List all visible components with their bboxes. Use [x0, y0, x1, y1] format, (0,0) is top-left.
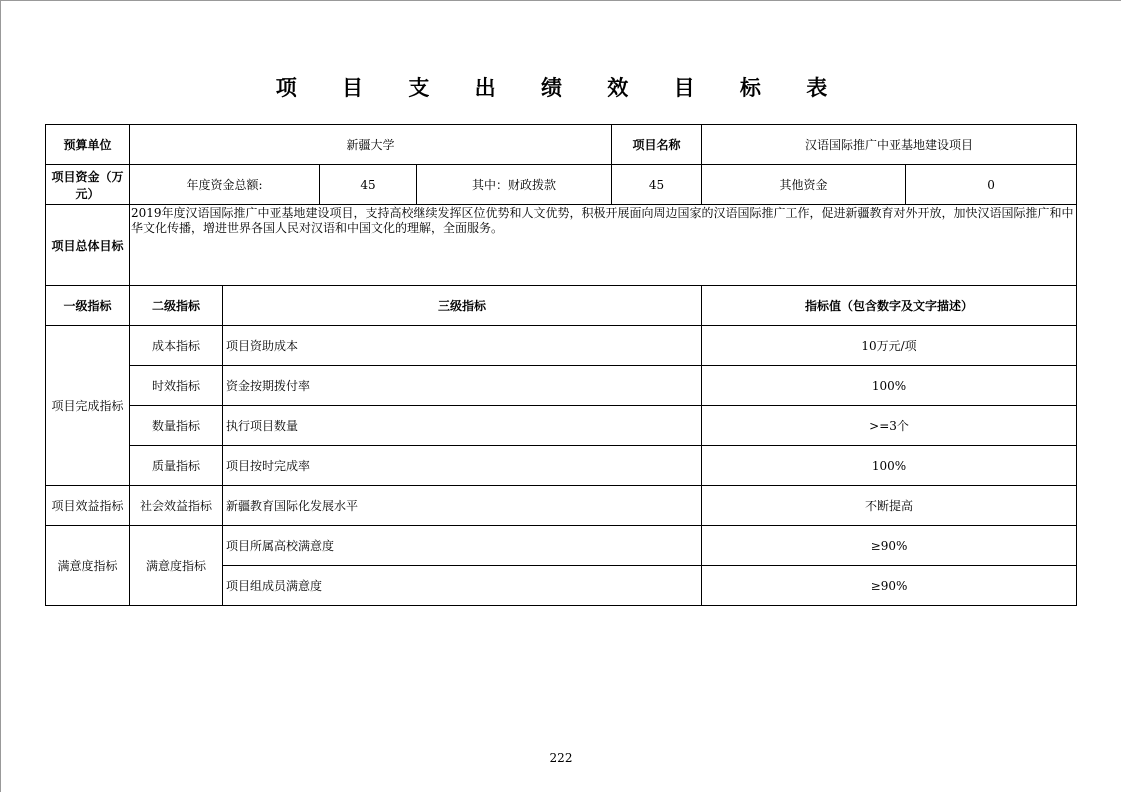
- funds-label: 项目资金（万元）: [46, 165, 130, 205]
- level1-cell: 项目完成指标: [46, 326, 130, 486]
- project-name-label: 项目名称: [612, 125, 702, 165]
- table-row: [46, 406, 1077, 446]
- value-cell: 不断提高: [702, 486, 1077, 526]
- funds-total-value: 45: [320, 165, 417, 205]
- page-title: 项 目 支 出 绩 效 目 标 表: [275, 76, 847, 100]
- budget-unit-label: 预算单位: [46, 125, 130, 165]
- funds-other-label: 其他资金: [702, 165, 906, 205]
- funds-fiscal-label: 其中：财政拨款: [417, 165, 612, 205]
- table-row: [46, 366, 1077, 406]
- value-cell: 100%: [702, 446, 1077, 486]
- funds-row: [46, 165, 1077, 205]
- goal-label: 项目总体目标: [46, 205, 130, 286]
- col-level2-header: 二级指标: [130, 286, 223, 326]
- funds-total-label: 年度资金总额:: [130, 165, 320, 205]
- col-value-header: 指标值（包含数字及文字描述）: [702, 286, 1077, 326]
- level2-cell: 满意度指标: [130, 526, 223, 606]
- performance-table: [45, 124, 1077, 606]
- level3-cell: 项目资助成本: [223, 326, 702, 366]
- col-level1-header: 一级指标: [46, 286, 130, 326]
- goal-row: [46, 205, 1077, 286]
- level1-cell: 满意度指标: [46, 526, 130, 606]
- level3-cell: 执行项目数量: [223, 406, 702, 446]
- value-cell: >=3个: [702, 406, 1077, 446]
- funds-fiscal-value: 45: [612, 165, 702, 205]
- page-number: 222: [549, 751, 573, 765]
- level2-cell: 成本指标: [130, 326, 223, 366]
- funds-other-value: 0: [906, 165, 1077, 205]
- goal-text: 2019年度汉语国际推广中亚基地建设项目，支持高校继续发挥区位优势和人文优势，积极开展面向周边国家的汉语国际推广工作，促进新疆教育对外开放，加快汉语国际推广和中华文化传播，增进世界各国人民对汉语和中国文化的理解，全面服务。: [130, 205, 1077, 286]
- budget-unit-value: 新疆大学: [130, 125, 612, 165]
- level2-cell: 时效指标: [130, 366, 223, 406]
- value-cell: ≥90%: [702, 526, 1077, 566]
- project-name-value: 汉语国际推广中亚基地建设项目: [702, 125, 1077, 165]
- table-row: [46, 326, 1077, 366]
- value-cell: 10万元/项: [702, 326, 1077, 366]
- level3-cell: 项目所属高校满意度: [223, 526, 702, 566]
- level3-cell: 资金按期拨付率: [223, 366, 702, 406]
- col-level3-header: 三级指标: [223, 286, 702, 326]
- table-row: [46, 446, 1077, 486]
- table-row: [46, 486, 1077, 526]
- level2-cell: 质量指标: [130, 446, 223, 486]
- level2-cell: 数量指标: [130, 406, 223, 446]
- table-row: [46, 526, 1077, 566]
- level3-cell: 新疆教育国际化发展水平: [223, 486, 702, 526]
- level2-cell: 社会效益指标: [130, 486, 223, 526]
- column-header-row: [46, 286, 1077, 326]
- value-cell: ≥90%: [702, 566, 1077, 606]
- level3-cell: 项目按时完成率: [223, 446, 702, 486]
- header-row: [46, 125, 1077, 165]
- level3-cell: 项目组成员满意度: [223, 566, 702, 606]
- value-cell: 100%: [702, 366, 1077, 406]
- level1-cell: 项目效益指标: [46, 486, 130, 526]
